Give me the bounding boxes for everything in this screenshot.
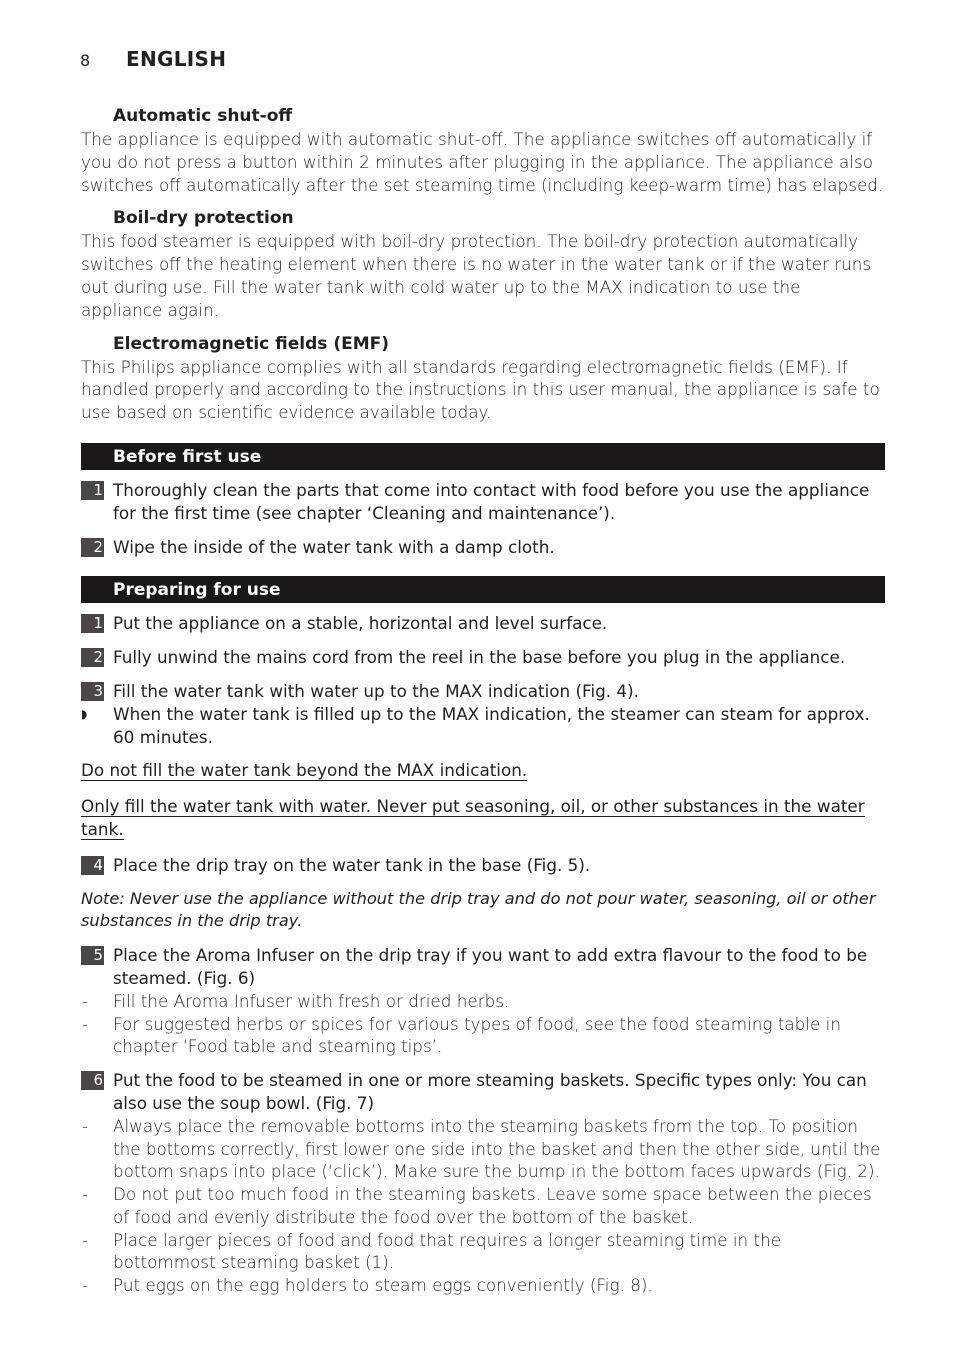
language-heading: ENGLISH bbox=[126, 47, 227, 71]
warning-text: Only fill the water tank with water. Never put seasoning, oil, or other substances in the water tank. bbox=[81, 796, 865, 839]
result-bullet bbox=[81, 703, 885, 749]
result-text: When the water tank is filled up to the MAX indication, the steamer can steam for approx. 60 minutes. bbox=[113, 703, 870, 747]
page-number: 8 bbox=[80, 51, 91, 70]
step-number: 4 bbox=[81, 856, 104, 875]
page-header bbox=[80, 47, 226, 73]
step-item bbox=[81, 646, 885, 669]
dash-marker: - bbox=[82, 1229, 89, 1250]
step-text: Place the drip tray on the water tank in the base (Fig. 5). bbox=[113, 854, 591, 875]
dash-text: Put eggs on the egg holders to steam eggs conveniently (Fig. 8). bbox=[113, 1275, 653, 1296]
dash-item bbox=[81, 1013, 885, 1059]
section-heading-emf: Electromagnetic fields (EMF) bbox=[113, 333, 390, 354]
dash-item bbox=[81, 1274, 885, 1297]
step-text: Fill the water tank with water up to the MAX indication (Fig. 4). bbox=[113, 680, 639, 701]
step-number: 5 bbox=[81, 946, 104, 965]
section-heading-boil-dry: Boil-dry protection bbox=[113, 208, 294, 229]
dash-marker: - bbox=[82, 990, 89, 1011]
dash-marker: - bbox=[82, 1115, 89, 1136]
triangle-bullet-icon: ◗ bbox=[81, 706, 88, 721]
dash-marker: - bbox=[82, 1013, 89, 1034]
step-text: Wipe the inside of the water tank with a damp cloth. bbox=[113, 536, 555, 557]
dash-marker: - bbox=[82, 1184, 89, 1205]
section-body-boil-dry: This food steamer is equipped with boil-dry protection. The boil-dry protection automatically switches off the heating element when there is no water in the water tank or if the water runs out during use. Fill the water tank with cold water up to the MAX indication to use the appliance again. bbox=[81, 231, 872, 320]
step-item bbox=[81, 944, 885, 990]
dash-item bbox=[81, 1229, 885, 1275]
step-text: Put the appliance on a stable, horizontal and level surface. bbox=[113, 613, 608, 634]
step-number: 2 bbox=[81, 648, 104, 667]
step-number: 1 bbox=[81, 481, 104, 500]
step-item bbox=[81, 479, 885, 525]
step-item bbox=[81, 680, 885, 703]
dash-text: Do not put too much food in the steaming baskets. Leave some space between the pieces of food and evenly distribute the food over the bottom of the basket. bbox=[113, 1184, 872, 1227]
step-number: 6 bbox=[81, 1071, 104, 1090]
section-body-auto-shutoff: The appliance is equipped with automatic shut-off. The appliance switches off automatically if you do not press a button within 2 minutes after plugging in the appliance. The appliance also switches off automatically after the set steaming time (including keep-warm time) has elapsed. bbox=[81, 129, 884, 195]
step-text: Thoroughly clean the parts that come into contact with food before you use the appliance for the first time (see chapter ‘Cleaning and maintenance’). bbox=[113, 479, 870, 523]
section-body-emf: This Philips appliance complies with all standards regarding electromagnetic fields (EMF). If handled properly and according to the instructions in this user manual, the appliance is safe to use based on scientific evidence available today. bbox=[81, 356, 880, 423]
step-number: 1 bbox=[81, 614, 104, 633]
chapter-bar-preparing-for-use: Preparing for use bbox=[81, 576, 885, 603]
step-item bbox=[81, 854, 885, 877]
warning-text: Do not fill the water tank beyond the MAX indication. bbox=[81, 760, 528, 781]
section-heading-auto-shutoff: Automatic shut-off bbox=[113, 106, 293, 126]
page-content bbox=[81, 105, 885, 1297]
dash-text: For suggested herbs or spices for various types of food, see the food steaming table in chapter ‘Food table and steaming tips’. bbox=[113, 1013, 841, 1057]
note-text: Note: Never use the appliance without the drip tray and do not pour water, seasoning, oil or other substances in the drip tray. bbox=[81, 888, 876, 931]
dash-marker: - bbox=[82, 1275, 89, 1296]
dash-text: Fill the Aroma Infuser with fresh or dried herbs. bbox=[113, 990, 510, 1011]
dash-item bbox=[81, 1183, 885, 1229]
step-item bbox=[81, 536, 885, 559]
step-text: Fully unwind the mains cord from the reel in the base before you plug in the appliance. bbox=[113, 647, 846, 668]
dash-item bbox=[81, 1115, 885, 1183]
step-item bbox=[81, 1069, 885, 1115]
step-text: Place the Aroma Infuser on the drip tray if you want to add extra flavour to the food to be steamed. (Fig. 6) bbox=[113, 945, 868, 988]
dash-text: Always place the removable bottoms into the steaming baskets from the top. To position the bottoms correctly, first lower one side into the basket and then the other side, until the bottom snaps into place (‘click’). Make sure the bump in the bottom faces upwards (Fig. 2). bbox=[113, 1115, 881, 1182]
step-item bbox=[81, 612, 885, 635]
dash-item bbox=[81, 990, 885, 1013]
chapter-bar-before-first-use: Before first use bbox=[81, 443, 885, 470]
step-number: 2 bbox=[81, 538, 104, 557]
step-text: Put the food to be steamed in one or more steaming baskets. Specific types only: You can also use the soup bowl. (Fig. 7) bbox=[113, 1070, 867, 1113]
step-number: 3 bbox=[81, 682, 104, 701]
dash-text: Place larger pieces of food and food that requires a longer steaming time in the bottommost steaming basket (1). bbox=[113, 1229, 782, 1273]
